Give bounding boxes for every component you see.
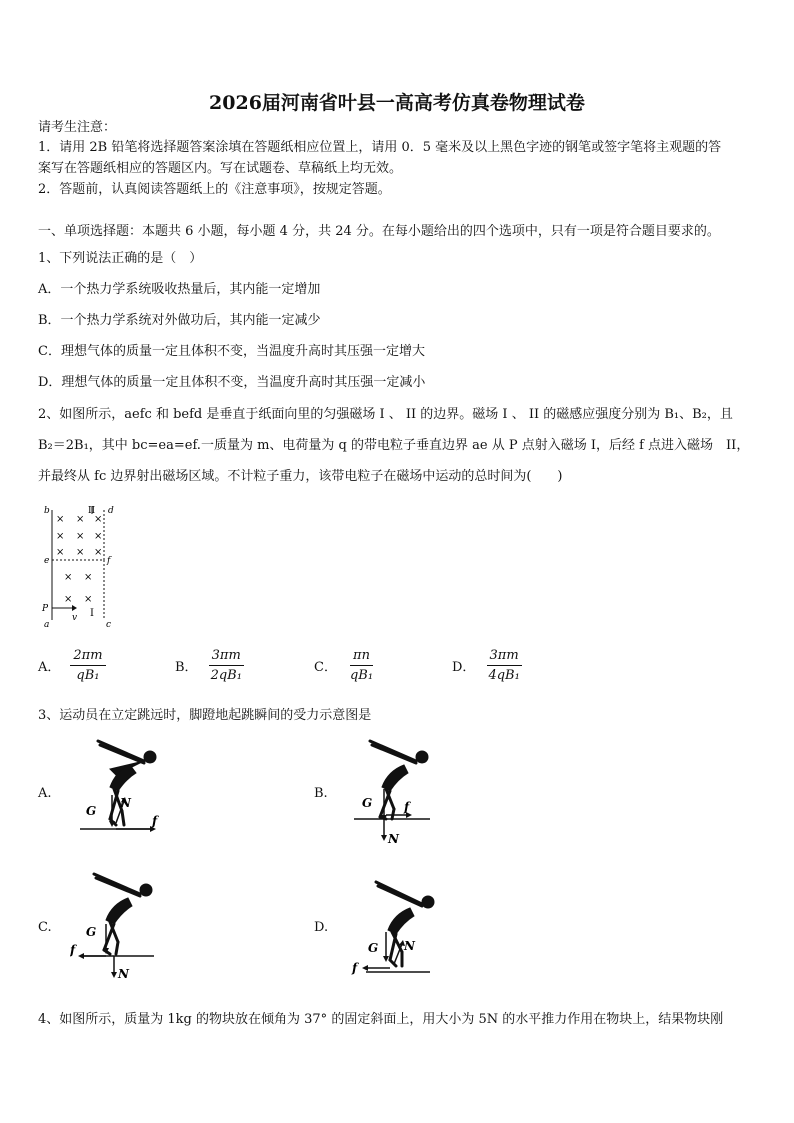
q2-stem-line3: 并最终从 fc 边界射出磁场区域。不计粒子重力，该带电粒子在磁场中运动的总时间为( )	[38, 469, 563, 484]
fig-label-f: f	[107, 556, 111, 566]
svg-text:×: ×	[76, 514, 85, 525]
q4-stem-line1: 4、如图所示，质量为 1kg 的物块放在倾角为 37° 的固定斜面上，用大小为 5N 的水平推力作用在物块上，结果物块刚	[38, 1012, 724, 1027]
q2-option-d: D． $\frac{3\pi m}{\text{4qB₁}}$	[452, 648, 520, 683]
normal-force-label: N	[118, 967, 129, 980]
q2-option-a: A． $\frac{2\pi m}{\text{qB₁}}$	[38, 648, 106, 683]
fig-label-b: b	[44, 506, 50, 516]
q3-option-c-figure	[70, 868, 170, 980]
q3-option-c-label: C.	[38, 920, 52, 935]
q1-option-c: C．理想气体的质量一定且体积不变，当温度升高时其压强一定增大	[38, 344, 425, 359]
q1-option-d: D．理想气体的质量一定且体积不变，当温度升高时其压强一定减小	[38, 375, 426, 390]
gravity-label: G	[362, 796, 373, 810]
friction-label: f	[70, 943, 76, 957]
svg-text:×: ×	[84, 572, 93, 583]
section-heading: 一、单项选择题：本题共 6 小题，每小题 4 分，共 24 分。在每小题给出的四个选项中，只有一项是符合题目要求的。	[38, 224, 720, 239]
q3-option-a-label: A.	[38, 786, 52, 801]
notice-1-line1: 1．请用 2B 铅笔将选择题答案涂填在答题纸相应位置上，请用 0．5 毫米及以上黑色字迹的钢笔或签字笔将主观题的答	[38, 140, 722, 155]
gravity-label: G	[368, 941, 379, 955]
q3-option-d-figure	[346, 868, 446, 980]
friction-label: f	[404, 800, 410, 814]
fig-label-p: P	[42, 604, 49, 614]
fig-label-ii: II	[88, 506, 96, 516]
svg-text:×: ×	[94, 547, 103, 558]
svg-text:×: ×	[94, 531, 103, 542]
svg-text:×: ×	[56, 514, 65, 525]
fig-label-v: v	[72, 613, 78, 623]
svg-text:×: ×	[56, 531, 65, 542]
notice-heading: 请考生注意：	[38, 120, 117, 135]
athlete-silhouette	[376, 882, 434, 966]
athlete-silhouette	[98, 741, 156, 825]
q3-option-b-label: B.	[314, 786, 328, 801]
fig-label-c: c	[106, 620, 112, 630]
athlete-silhouette	[370, 741, 428, 819]
svg-text:×: ×	[56, 547, 65, 558]
q3-option-d-label: D.	[314, 920, 329, 935]
svg-text:×: ×	[84, 594, 93, 605]
normal-force-label: N	[388, 832, 399, 846]
q3-option-a-figure	[70, 735, 170, 847]
svg-text:×: ×	[76, 547, 85, 558]
svg-text:×: ×	[64, 572, 73, 583]
q2-option-b: B． $\frac{3\pi m}{\text{2qB₁}}$	[175, 648, 242, 683]
normal-force-label: N	[120, 796, 131, 810]
field-crosses	[56, 514, 102, 605]
fig-label-a: a	[44, 620, 50, 630]
friction-label: f	[152, 814, 158, 828]
svg-text:×: ×	[64, 594, 73, 605]
svg-text:×: ×	[94, 514, 103, 525]
notice-1-line2: 案写在答题纸相应的答题区内。写在试题卷、草稿纸上均无效。	[38, 161, 403, 176]
q2-option-c: C． $\frac{\pi n}{\text{qB₁}}$	[314, 648, 374, 683]
page-title: 2026届河南省叶县一高高考仿真卷物理试卷	[209, 92, 585, 114]
fig-label-e: e	[44, 556, 50, 566]
q1-option-b: B．一个热力学系统对外做功后，其内能一定减少	[38, 313, 321, 328]
magnetic-field-figure	[38, 500, 128, 630]
q2-stem-line2: B₂＝2B₁，其中 bc=ea=ef.一质量为 m、电荷量为 q 的带电粒子垂直边界 ae 从 P 点射入磁场 I，后经 f 点进入磁场 II，	[38, 438, 750, 453]
q1-option-a: A．一个热力学系统吸收热量后，其内能一定增加	[38, 282, 321, 297]
q3-stem: 3、运动员在立定跳远时，脚蹬地起跳瞬间的受力示意图是	[38, 708, 372, 723]
fig-label-i: I	[90, 608, 94, 619]
q3-option-b-figure	[346, 735, 446, 847]
athlete-silhouette	[94, 874, 152, 954]
q2-stem-line1: 2、如图所示，aefc 和 befd 是垂直于纸面向里的匀强磁场 I 、 II 的边界。磁场 I 、 II 的磁感应强度分别为 B₁、B₂，且	[38, 407, 733, 422]
svg-text:×: ×	[76, 531, 85, 542]
gravity-label: G	[86, 804, 97, 818]
normal-force-label: N	[404, 939, 415, 953]
fig-label-d: d	[108, 506, 114, 516]
friction-label: f	[352, 961, 358, 975]
gravity-label: G	[86, 925, 97, 939]
q1-stem: 1、下列说法正确的是（ ）	[38, 251, 203, 266]
notice-2: 2．答题前，认真阅读答题纸上的《注意事项》，按规定答题。	[38, 182, 391, 197]
